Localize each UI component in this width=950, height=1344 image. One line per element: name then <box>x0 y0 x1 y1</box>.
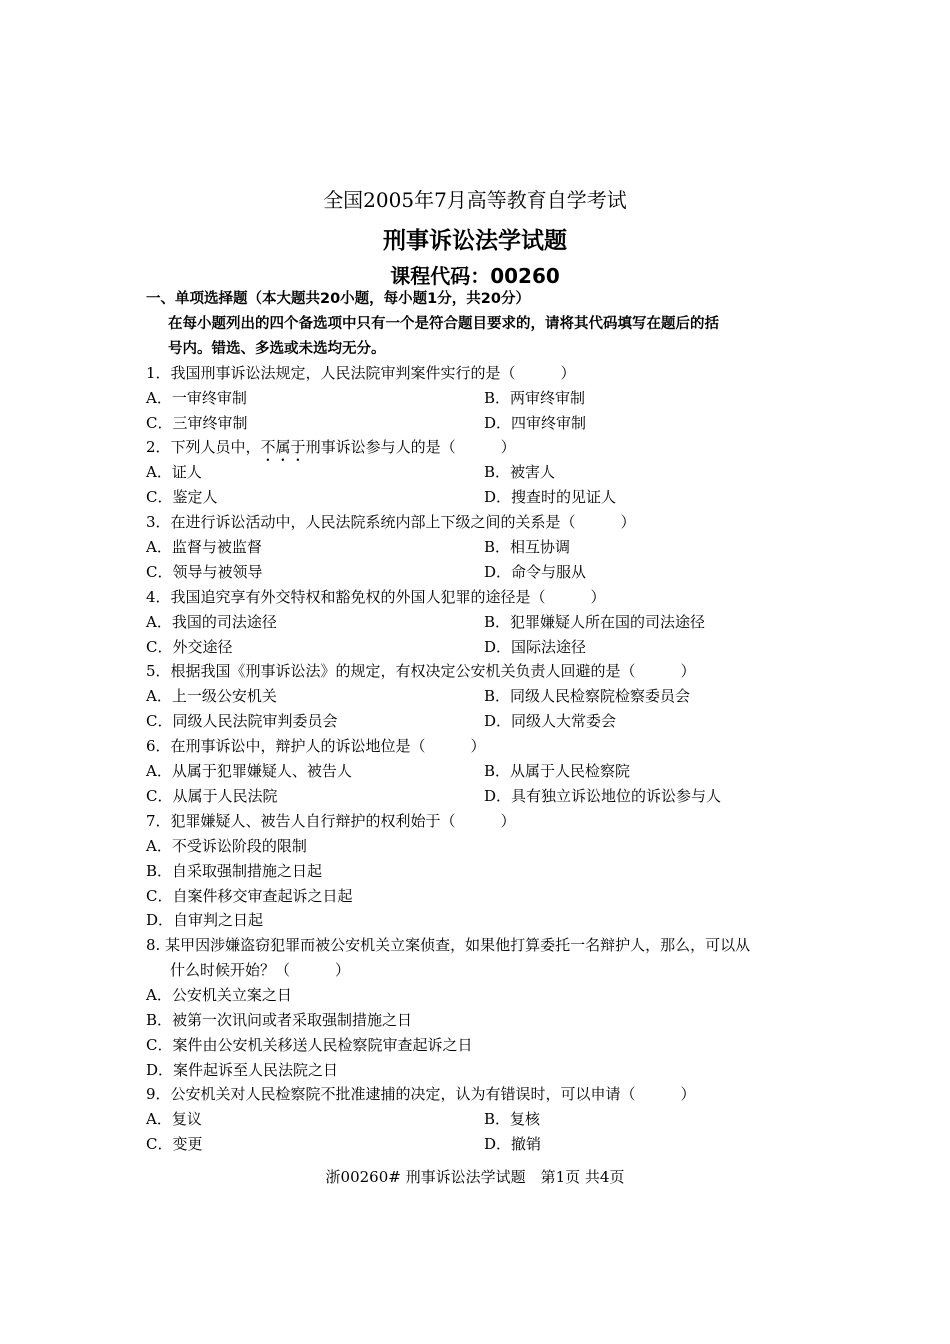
page-footer: 浙00260# 刑事诉讼法学试题 第1页 共4页 <box>325 1168 625 1186</box>
option-a: A．不受诉讼阶段的限制 <box>146 837 307 855</box>
option-d: D．自审判之日起 <box>146 911 264 929</box>
question-stem: 7．犯罪嫌疑人、被告人自行辩护的权利始于（ ） <box>146 812 516 830</box>
option-d: D．同级人大常委会 <box>484 712 617 730</box>
section-instruction-line1: 在每小题列出的四个备选项中只有一个是符合题目要求的，请将其代码填写在题后的括 <box>168 316 719 332</box>
option-b: B．同级人民检察院检察委员会 <box>484 687 691 705</box>
option-d: D．搜查时的见证人 <box>484 488 617 506</box>
option-d: D．命令与服从 <box>484 563 587 581</box>
option-a: A．复议 <box>146 1110 202 1128</box>
option-b: B．自采取强制措施之日起 <box>146 862 323 880</box>
question-stem <box>146 437 516 465</box>
option-a: A．我国的司法途径 <box>146 613 277 631</box>
option-c: C．变更 <box>146 1135 203 1153</box>
option-d: D．四审终审制 <box>484 414 587 432</box>
question-stem-continued: 什么时候开始？（ ） <box>170 961 351 979</box>
question-stem: 9．公安机关对人民检察院不批准逮捕的决定，认为有错误时，可以申请（ ） <box>146 1085 696 1103</box>
option-a: A．上一级公安机关 <box>146 687 277 705</box>
stem-pre: 2．下列人员中， <box>146 438 261 456</box>
question-stem: 4．我国追究享有外交特权和豁免权的外国人犯罪的途径是（ ） <box>146 588 606 606</box>
option-b: B．相互协调 <box>484 538 571 556</box>
option-b: B．被第一次讯问或者采取强制措施之日 <box>146 1011 413 1029</box>
question-stem: 1．我国刑事诉讼法规定，人民法院审判案件实行的是（ ） <box>146 364 576 382</box>
stem-post: 刑事诉讼参与人的是（ ） <box>305 438 516 456</box>
option-c: C．三审终审制 <box>146 414 248 432</box>
option-b: B．被害人 <box>484 463 556 481</box>
option-b: B．复核 <box>484 1110 541 1128</box>
option-b: B．犯罪嫌疑人所在国的司法途径 <box>484 613 706 631</box>
question-stem: 3．在进行诉讼活动中，人民法院系统内部上下级之间的关系是（ ） <box>146 513 636 531</box>
option-c: C．同级人民法院审判委员会 <box>146 712 338 730</box>
option-b: B．从属于人民检察院 <box>484 762 631 780</box>
option-d: D．案件起诉至人民法院之日 <box>146 1061 339 1079</box>
subject-title: 刑事诉讼法学试题 <box>383 228 567 254</box>
option-c: C．外交途径 <box>146 638 233 656</box>
question-stem: 8. 某甲因涉嫌盗窃犯罪而被公安机关立案侦查，如果他打算委托一名辩护人，那么，可以从 <box>146 936 751 954</box>
course-code: 课程代码：00260 <box>390 264 560 288</box>
question-stem: 6．在刑事诉讼中，辩护人的诉讼地位是（ ） <box>146 737 486 755</box>
option-a: A．公安机关立案之日 <box>146 986 292 1004</box>
emphasis-text: 不属于 <box>260 438 306 456</box>
option-d: D．国际法途径 <box>484 638 587 656</box>
option-a: A．监督与被监督 <box>146 538 262 556</box>
option-c: C．领导与被领导 <box>146 563 263 581</box>
option-c: C．鉴定人 <box>146 488 218 506</box>
option-c: C．自案件移交审查起诉之日起 <box>146 887 353 905</box>
exam-title: 全国2005年7月高等教育自学考试 <box>323 188 627 212</box>
option-a: A．一审终审制 <box>146 389 247 407</box>
option-a: A．证人 <box>146 463 202 481</box>
option-d: D．撤销 <box>484 1135 542 1153</box>
option-d: D．具有独立诉讼地位的诉讼参与人 <box>484 787 722 805</box>
question-stem: 5．根据我国《刑事诉讼法》的规定，有权决定公安机关负责人回避的是（ ） <box>146 662 696 680</box>
section-title: 一、单项选择题（本大题共20小题，每小题1分，共20分） <box>146 291 530 307</box>
option-b: B．两审终审制 <box>484 389 586 407</box>
option-c: C．案件由公安机关移送人民检察院审查起诉之日 <box>146 1036 473 1054</box>
option-c: C．从属于人民法院 <box>146 787 278 805</box>
section-instruction-line2: 号内。错选、多选或未选均无分。 <box>168 341 386 357</box>
option-a: A．从属于犯罪嫌疑人、被告人 <box>146 762 352 780</box>
